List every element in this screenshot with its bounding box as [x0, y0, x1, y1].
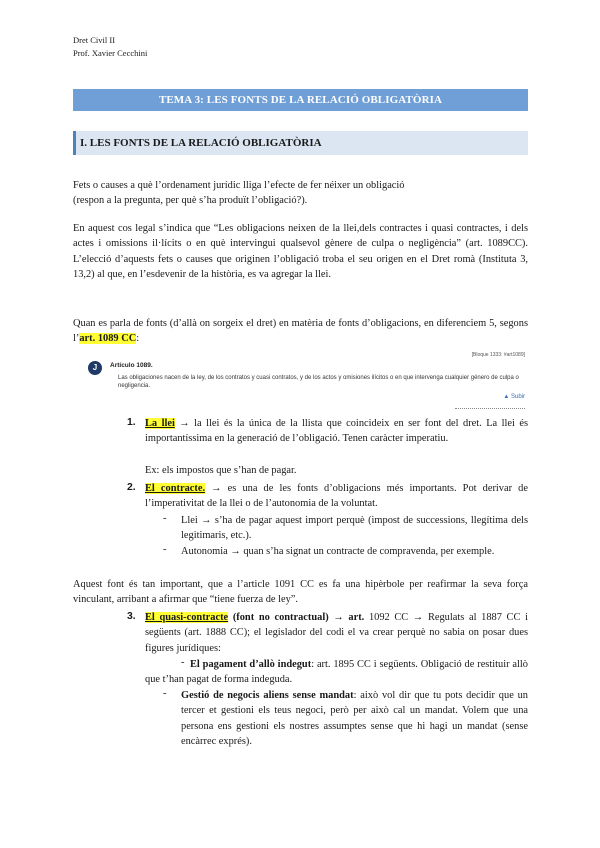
- item-2-text: [145, 481, 528, 512]
- item-3-bold-after: (font no contractual) → art.: [228, 612, 365, 623]
- course-name: Dret Civil II: [73, 35, 116, 45]
- item-2-number: 2.: [127, 482, 136, 493]
- item-3-number: 3.: [127, 611, 136, 622]
- article-1089-excerpt: [88, 352, 525, 410]
- item-2-label: El contracte.: [145, 483, 206, 494]
- item-3-sub-2-dash: -: [163, 688, 167, 699]
- sources-intro-paragraph: [73, 316, 528, 347]
- professor-name: Prof. Xavier Cecchini: [73, 48, 148, 58]
- item-3-label: El quasi-contracte: [145, 612, 229, 623]
- item-3-sub-1-dash: -: [181, 657, 185, 668]
- item-1-label: La llei: [145, 418, 175, 429]
- intro-paragraph: [73, 178, 528, 209]
- article-logo-icon: J: [88, 361, 102, 375]
- article-ref: [Bloque 1333: #art1089]: [471, 352, 525, 358]
- article-body: Las obligaciones nacen de la ley, de los contratos y cuasi contratos, y de los actos y omisiones ilícitos o en que intervenga cualquier género de culpa o negligencia.: [118, 375, 519, 389]
- subir-link[interactable]: ▲ Subir: [503, 394, 525, 400]
- topic-title: TEMA 3: LES FONTS DE LA RELACIÓ OBLIGATÒRIA: [73, 89, 528, 111]
- item-1-example: Ex: els impostos que s’han de pagar.: [145, 465, 297, 476]
- intro-line-1: Fets o causes a què l’ordenament jurídic lliga l’efecte de fer néixer un obligació: [73, 180, 405, 191]
- item-2-sub-2: Autonomia → quan s’ha signat un contracte de compravenda, per exemple.: [181, 546, 495, 557]
- item-2-rest: → es una de les fonts d’obligacions més importants. Pot derivar de l’imperativitat de la llei o de l’autonomia de la voluntat.: [145, 483, 528, 510]
- item-1-text: [145, 416, 528, 447]
- article-reference-highlight: art. 1089 CC: [79, 333, 137, 345]
- item-3-sub-1-rest: : art. 1895 CC i següents. Obligació de restituir allò que t’han pagat de forma indeguda.: [145, 659, 528, 686]
- item-2-sub-1-dash: -: [163, 513, 167, 524]
- section-heading: I. LES FONTS DE LA RELACIÓ OBLIGATÒRIA: [73, 131, 528, 155]
- item-3-sub-2-label: Gestió de negocis aliens sense mandat: [181, 690, 354, 701]
- article-divider: [455, 408, 525, 410]
- item-3-sub-1-label: El pagament d’allò indegut: [190, 659, 312, 670]
- item-2-sub-1: Llei → s’ha de pagar aquest import perquè (impost de successions, llegítima dels legitimaris, etc.).: [181, 515, 528, 542]
- item-2-sub-2-dash: -: [163, 544, 167, 555]
- item-3-sub-2: [181, 688, 528, 750]
- sources-intro-end: :: [136, 333, 140, 345]
- item-3-rest: 1092 CC → Regulats al 1887 CC i següents (art. 1888 CC); el legislador del codi el va crear perquè no sabia on posar dues figures jurídiques:: [145, 612, 528, 654]
- intro-line-2: (respon a la pregunta, per què s’ha produït l’obligació?).: [73, 195, 308, 207]
- legal-definition-paragraph: En aquest cos legal s’indica que “Les obligacions neixen de la llei,dels contractes i quasi contractes, i dels actes i omissions il·lícits o en què intervingui qualsevol gènere de culpa o negligència” (art. 1089CC). L’elecció d’aquests fets o causes que originen l’obligació troba el seu origen en el Dret romà (Instituta 3, 13,2) al que, en l’esdevenir de la història, es va agregar la llei.: [73, 223, 528, 281]
- sources-intro-text: Quan es parla de fonts (d’allà on sorgeix el dret) en matèria de fonts d’obligacions, en diferenciem 5, segons l’: [73, 318, 528, 345]
- item-3-text: [145, 610, 528, 656]
- hyperbole-paragraph: Aquest font és tan important, que a l’article 1091 CC es fa una hipèrbole per reafirmar la seva força vinculant, arribant a afirmar que “tiene fuerza de ley”.: [73, 579, 528, 606]
- page-header: [73, 34, 147, 60]
- item-1-number: 1.: [127, 417, 136, 428]
- item-3-sub-1: [145, 657, 528, 688]
- article-title: Artículo 1089.: [110, 362, 153, 369]
- item-3-sub-2-rest: : això vol dir que tu pots decidir que un tercer et gestioni els teus negoci, però per això cal un mandat. Volem que una persona ens gestioni els nostres assumptes sense que hi hagi un mandat (sense encàrrec exprés).: [181, 690, 529, 748]
- item-1-rest: → la llei és la única de la llista que coincideix en ser font del dret. La llei és importantíssima en la generació de l’obligació. Tenen caràcter imperatiu.: [145, 418, 528, 445]
